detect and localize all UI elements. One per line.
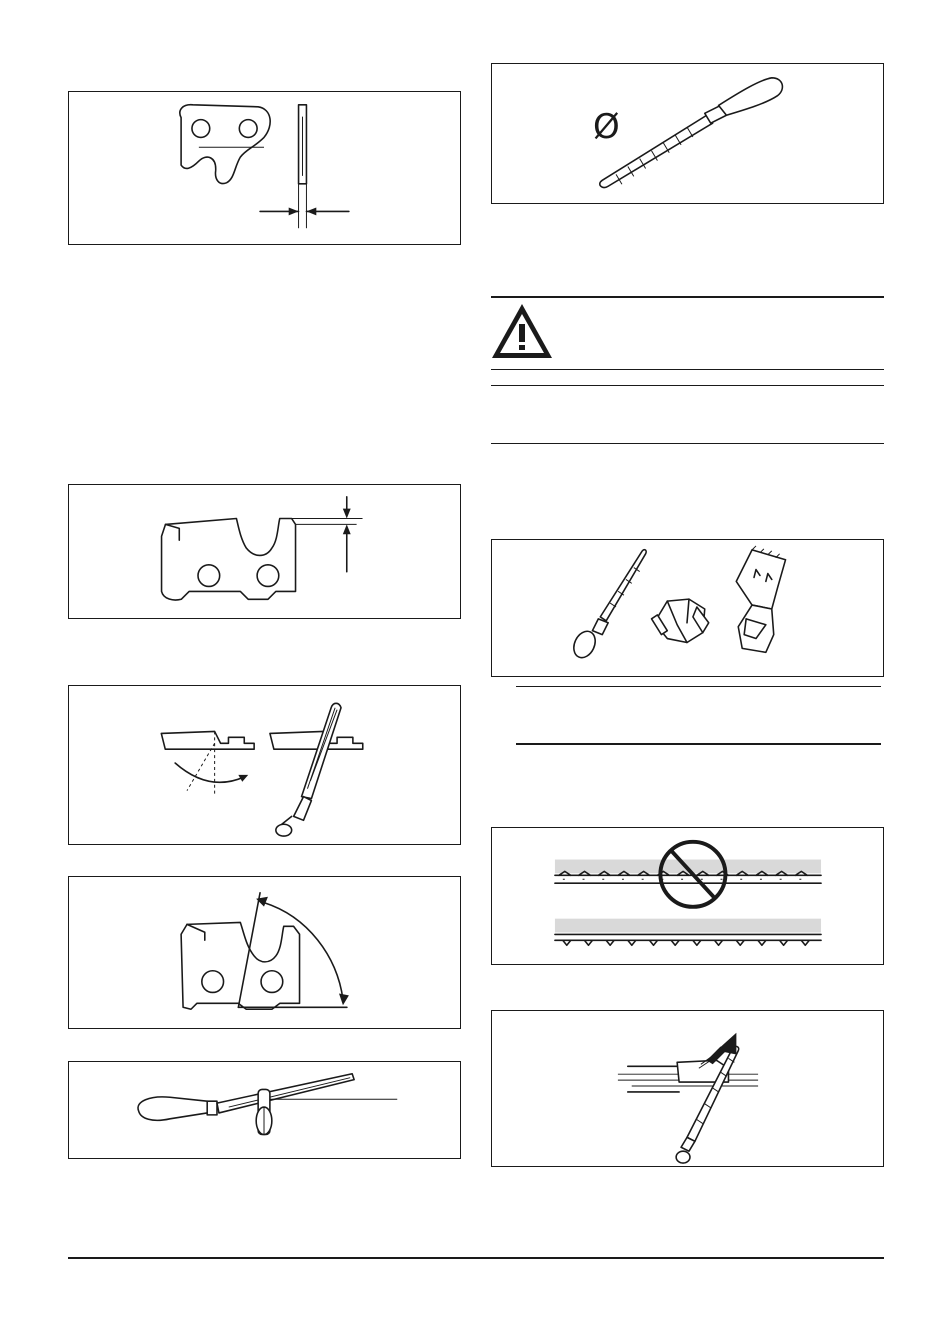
file-stroke-arrow-icon — [492, 1011, 883, 1166]
warning-triangle-icon — [488, 300, 556, 362]
warning-top-rule — [491, 296, 884, 298]
file-holder-icon — [69, 1062, 460, 1158]
warning-text-top-rule — [491, 385, 884, 386]
drive-link-gauge-icon — [69, 92, 460, 244]
note-top-rule — [516, 686, 881, 687]
cutter-depth-gauge-icon — [69, 485, 460, 618]
depth-gauge-setting-figure — [68, 484, 461, 619]
sharpening-tools-icon — [492, 540, 883, 676]
note-bottom-rule — [516, 743, 881, 745]
filing-direction-figure — [491, 1010, 884, 1167]
round-file-icon — [492, 64, 883, 203]
diameter-symbol: Ø — [593, 107, 620, 147]
cutter-file-angle-icon — [69, 686, 460, 844]
warning-icon-wrap — [488, 300, 556, 362]
top-plate-angle-figure — [68, 876, 461, 1029]
warning-mid-rule — [491, 369, 884, 370]
round-file-diameter-figure — [491, 63, 884, 204]
file-position-figure — [68, 1061, 461, 1159]
drive-link-gauge-figure — [68, 91, 461, 245]
sharpening-tools-figure — [491, 539, 884, 677]
warning-bottom-rule — [491, 443, 884, 444]
top-plate-angle-icon — [69, 877, 460, 1028]
chain-no-symbol-icon — [492, 828, 883, 964]
file-angle-figure — [68, 685, 461, 845]
chain-tension-check-figure — [491, 827, 884, 965]
footer-rule — [68, 1257, 884, 1259]
